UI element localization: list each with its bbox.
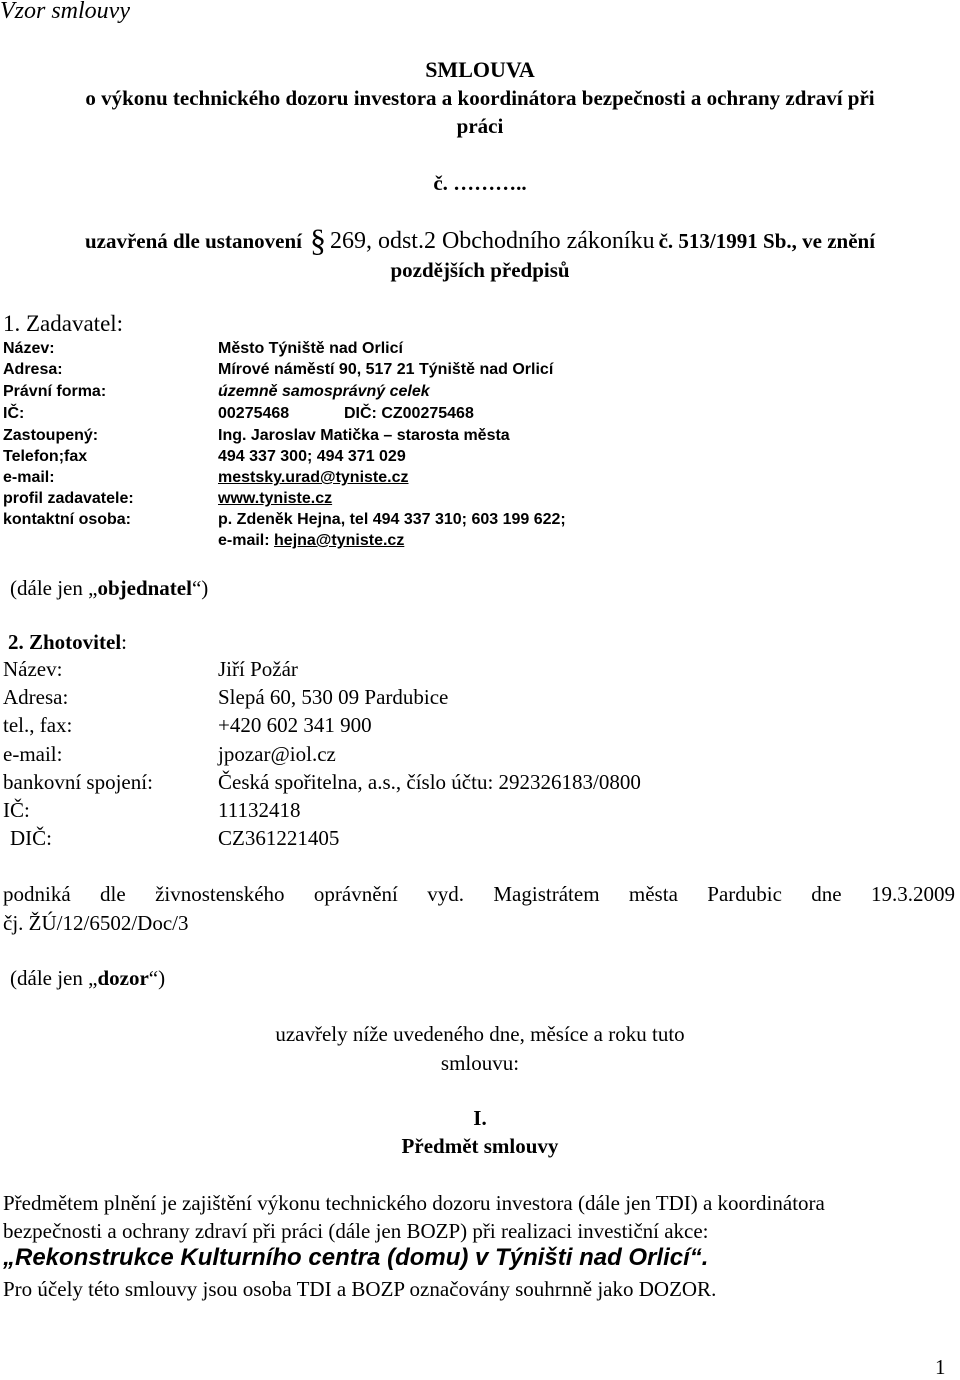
contract-number: č. ……….. — [433, 171, 527, 195]
closing-line1 — [0, 1022, 960, 1047]
party2-value-bank: Česká spořitelna, a.s., číslo účtu: 292326183/0800 — [218, 770, 641, 794]
party1-value-contact: p. Zdeněk Hejna, tel 494 337 310; 603 199 622; — [218, 511, 566, 528]
party1-value-legal-form: územně samosprávný celek — [218, 383, 430, 400]
section-sign-icon: § — [309, 222, 326, 258]
article1-para-line2: bezpečnosti a ochrany zdraví při práci (dále jen BOZP) při realizaci investiční akce: — [3, 1219, 709, 1243]
party1-label-address: Adresa: — [3, 361, 63, 378]
party1-alias-name: objednatel — [97, 576, 192, 600]
party1-label-represented: Zastoupený: — [3, 427, 99, 444]
party1-label-ic: IČ: — [3, 405, 25, 422]
party2-label-bank: bankovní spojení: — [3, 770, 153, 794]
party2-trade-line1: podniká dle živnostenského oprávnění vyd. Magistrátem města Pardubic dne 19.3.2009 — [3, 882, 955, 906]
party1-alias-prefix: (dále jen „ — [10, 576, 98, 600]
party1-value-name: Město Týniště nad Orlicí — [218, 340, 403, 357]
party2-value-dic: CZ361221405 — [218, 826, 340, 850]
party2-label-dic: DIČ: — [10, 826, 52, 850]
article1-project-name: „Rekonstrukce Kulturního centra (domu) v Týništi nad Orlicí“. — [3, 1244, 709, 1271]
party2-heading — [8, 630, 127, 655]
party1-label-phone: Telefon;fax — [3, 448, 88, 465]
party1-alias — [10, 576, 208, 601]
party1-label-contact: kontaktní osoba: — [3, 511, 132, 528]
party2-label-email: e-mail: — [3, 742, 63, 766]
article1-para-line3: Pro účely této smlouvy jsou osoba TDI a BOZP označovány souhrnně jako DOZOR. — [3, 1277, 717, 1301]
closing-line1-text: uzavřely níže uvedeného dne, měsíce a roku tuto — [275, 1022, 685, 1046]
party2-alias-name: dozor — [97, 966, 149, 990]
party2-value-name: Jiří Požár — [218, 657, 298, 681]
closing-line2: smlouvu: — [440, 1051, 520, 1075]
contract-subtitle-line1: o výkonu technického dozoru investora a koordinátora bezpečnosti a ochrany zdraví při — [85, 86, 875, 110]
party1-contact-email-label: e-mail: — [218, 532, 275, 549]
party2-heading-colon: : — [121, 630, 128, 654]
party1-label-legal-form: Právní forma: — [3, 383, 107, 400]
party2-trade-line2: čj. ŽÚ/12/6502/Doc/3 — [3, 911, 189, 935]
party1-contact-email-link[interactable]: hejna@tyniste.cz — [274, 532, 405, 549]
party2-value-address: Slepá 60, 530 09 Pardubice — [218, 685, 449, 709]
article1-number: I. — [473, 1106, 487, 1130]
legal-basis-line1 — [0, 222, 960, 259]
legal-basis-act-number: č. 513/1991 Sb., ve znění — [658, 229, 876, 253]
party1-heading: 1. Zadavatel: — [3, 311, 124, 336]
party2-alias — [10, 966, 165, 991]
page-number: 1 — [935, 1355, 946, 1379]
party1-value-ic: 00275468 — [218, 405, 290, 422]
party2-label-address: Adresa: — [3, 685, 69, 709]
party1-value-represented: Ing. Jaroslav Matička – starosta města — [218, 427, 510, 444]
legal-basis-intro: uzavřená dle ustanovení — [84, 229, 302, 253]
party2-heading-text: 2. Zhotovitel — [8, 630, 122, 654]
party1-profile-link[interactable]: www.tyniste.cz — [218, 490, 333, 507]
party2-value-email: jpozar@iol.cz — [218, 742, 336, 766]
contract-subtitle-line2: práci — [456, 114, 504, 138]
party2-alias-suffix: “) — [148, 966, 166, 990]
party1-label-profile: profil zadavatele: — [3, 490, 134, 507]
party1-value-dic: DIČ: CZ00275468 — [344, 405, 474, 422]
party1-value-phone: 494 337 300; 494 371 029 — [218, 448, 406, 465]
party1-label-name: Název: — [3, 340, 55, 357]
article1-title: Předmět smlouvy — [401, 1134, 559, 1158]
contract-title: SMLOUVA — [425, 57, 535, 82]
party1-alias-suffix: “) — [191, 576, 209, 600]
party1-email-link[interactable]: mestsky.urad@tyniste.cz — [218, 469, 409, 486]
party2-label-ic: IČ: — [3, 798, 30, 822]
party2-value-ic: 11132418 — [218, 798, 301, 822]
party1-value-address: Mírové náměstí 90, 517 21 Týniště nad Orlicí — [218, 361, 554, 378]
party2-label-phone: tel., fax: — [3, 713, 73, 737]
article1-para-line1: Předmětem plnění je zajištění výkonu technického dozoru investora (dále jen TDI) a koordinátora — [3, 1191, 825, 1215]
party2-alias-prefix: (dále jen „ — [10, 966, 98, 990]
party1-contact-email-row — [218, 532, 404, 550]
party2-value-phone: +420 602 341 900 — [218, 713, 372, 737]
party1-label-email: e-mail: — [3, 469, 55, 486]
template-label: Vzor smlouvy — [0, 0, 130, 24]
party2-label-name: Název: — [3, 657, 63, 681]
legal-basis-act: 269, odst.2 Obchodního zákoníku — [329, 228, 655, 254]
legal-basis-line2: pozdějších předpisů — [390, 258, 570, 282]
